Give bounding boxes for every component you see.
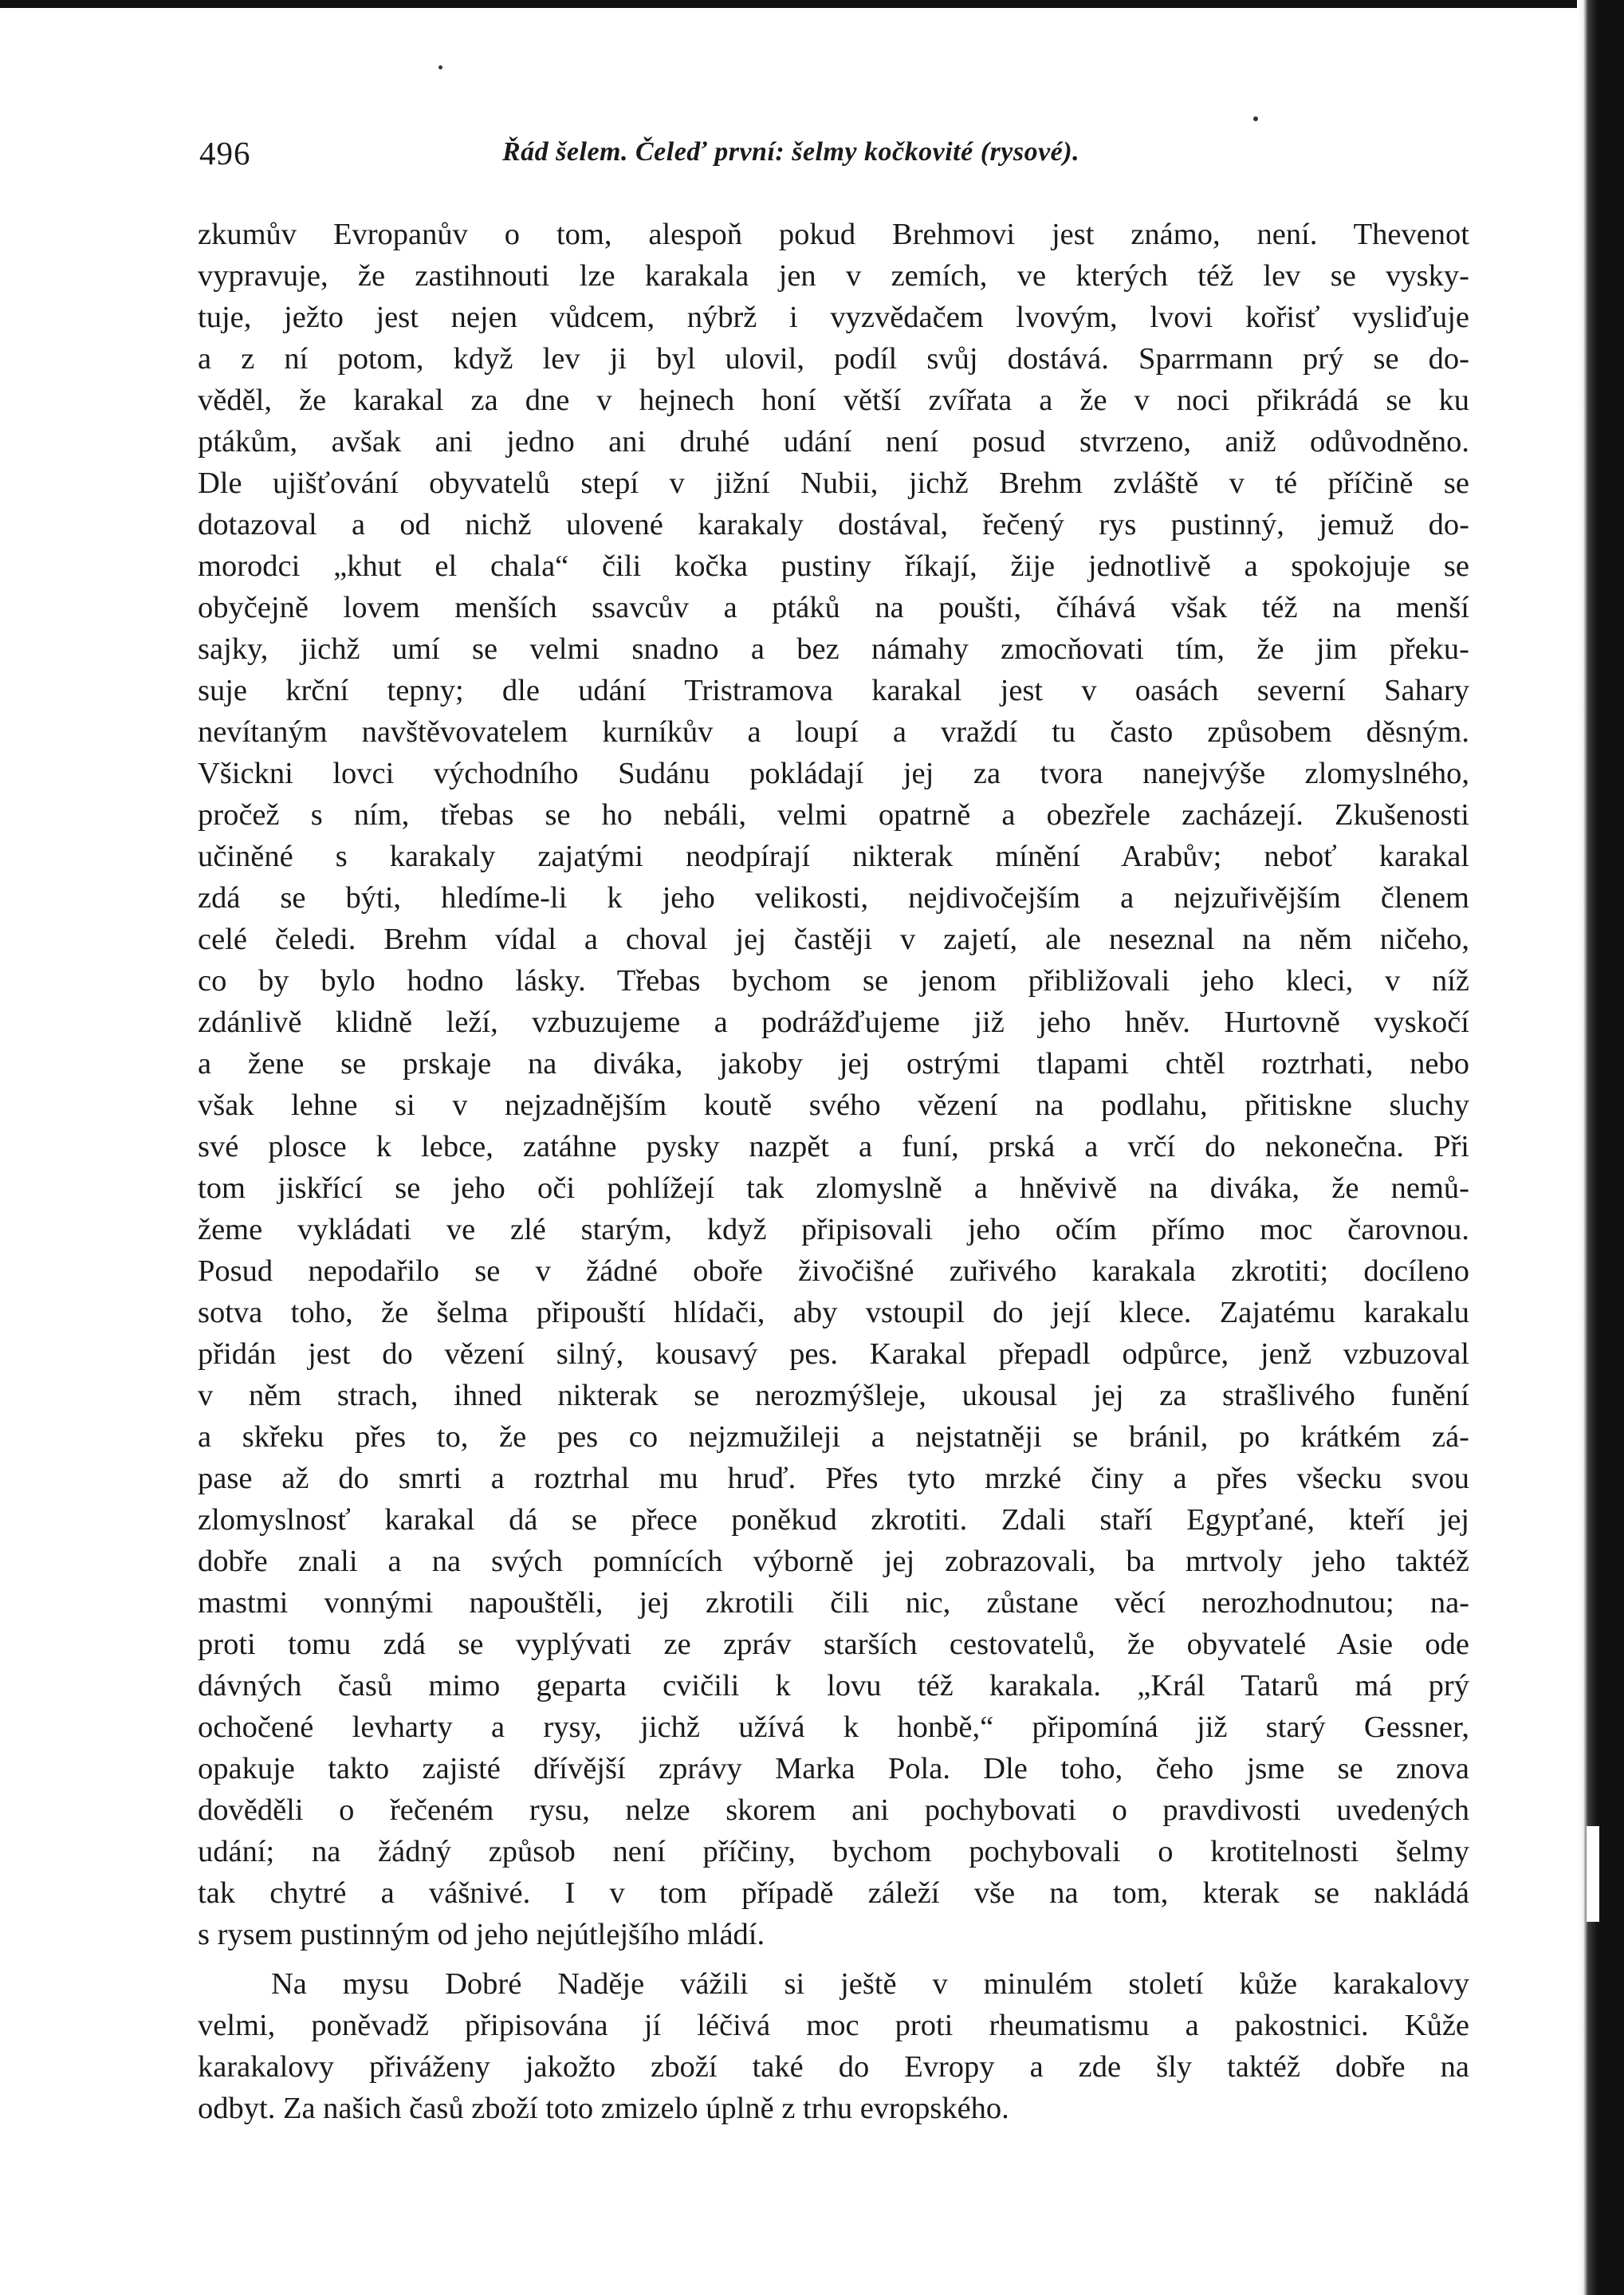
text-line: udání; na žádný způsob není příčiny, bychom pochybovali o krotitelnosti šelmy [198, 1835, 1469, 1868]
text-line: co by bylo hodno lásky. Třebas bychom se jenom přibližovali jeho kleci, v níž [198, 964, 1469, 998]
text-line: tak chytré a vášnivé. I v tom případě záleží vše na tom, kterak se nakládá [198, 1876, 1469, 1910]
body-text [198, 214, 1469, 2129]
text-line: a žene se prskaje na diváka, jakoby jej ostrými tlapami chtěl roztrhati, nebo [198, 1047, 1469, 1081]
text-line: své plosce k lebce, zatáhne pysky nazpět a funí, prská a vrčí do nekonečna. Při [198, 1130, 1469, 1163]
text-line: karakalovy přiváženy jakožto zboží také do Evropy a zde šly taktéž dobře na [198, 2050, 1469, 2084]
text-line: zdánlivě klidně leží, vzbuzujeme a podrážďujeme již jeho hněv. Hurtovně vyskočí [198, 1006, 1469, 1039]
text-line: ptákům, avšak ani jedno ani druhé udání není posud stvrzeno, aniž odůvodněno. [198, 425, 1469, 459]
text-line: pročež s ním, třebas se ho nebáli, velmi opatrně a obezřele zacházejí. Zkušenosti [198, 798, 1469, 832]
text-line: a z ní potom, když lev ji byl ulovil, podíl svůj dostává. Sparrmann prý se do- [198, 342, 1469, 376]
text-line: však lehne si v nejzadnějším koutě svého vězení na podlahu, přitiskne sluchy [198, 1088, 1469, 1122]
text-line: morodci „khut el chala“ čili kočka pustiny říkají, žije jednotlivě a spokojuje se [198, 549, 1469, 583]
text-line: zkumův Evropanův o tom, alespoň pokud Brehmovi jest známo, není. Thevenot [198, 218, 1469, 251]
text-line: proti tomu zdá se vyplývati ze zpráv starších cestovatelů, že obyvatelé Asie ode [198, 1628, 1469, 1661]
text-line: mastmi vonnými napouštěli, jej zkrotili čili nic, zůstane věcí nerozhodnutou; na- [198, 1586, 1469, 1620]
text-line: tom jiskřící se jeho oči pohlížejí tak zlomyslně a hněvivě na diváka, že nemů- [198, 1171, 1469, 1205]
text-line: Posud nepodařilo se v žádné oboře živočišné zuřivého karakala zkrotiti; docíleno [198, 1254, 1469, 1288]
text-line: sajky, jichž umí se velmi snadno a bez námahy zmocňovati tím, že jim překu- [198, 632, 1469, 666]
text-line: dobře znali a na svých pomnících výborně jej zobrazovali, ba mrtvoly jeho taktéž [198, 1545, 1469, 1578]
text-line: věděl, že karakal za dne v hejnech honí větší zvířata a že v noci přikrádá se ku [198, 384, 1469, 417]
text-line: suje krční tepny; dle udání Tristramova karakal jest v oasách severní Sahary [198, 674, 1469, 707]
scan-edge-gap [1587, 1826, 1599, 1922]
page-header [199, 134, 1475, 182]
text-line: Všickni lovci východního Sudánu pokládají jej za tvora nanejvýše zlomyslného, [198, 757, 1469, 790]
text-line: obyčejně lovem menších ssavcův a ptáků na poušti, číhává však též na menší [198, 591, 1469, 624]
text-line: přidán jest do vězení silný, kousavý pes. Karakal přepadl odpůrce, jenž vzbuzoval [198, 1337, 1469, 1371]
text-line: žeme vykládati ve zlé starým, když připisovali jeho očím přímo moc čarovnou. [198, 1213, 1469, 1246]
text-line: dávných časů mimo geparta cvičili k lovu též karakala. „Král Tatarů má prý [198, 1669, 1469, 1703]
running-title: Řád šelem. Čeleď první: šelmy kočkovité (rysové). [502, 137, 1080, 167]
scan-right-edge [1577, 0, 1624, 2295]
paragraph [198, 1963, 1469, 2129]
text-line: dotazoval a od nichž ulovené karakaly dostával, řečený rys pustinný, jemuž do- [198, 508, 1469, 541]
paragraph [198, 214, 1469, 1955]
text-line: Na mysu Dobré Naděje vážili si ještě v minulém století kůže karakalovy [271, 1967, 1469, 2001]
text-line: dověděli o řečeném rysu, nelze skorem ani pochybovati o pravdivosti uvedených [198, 1793, 1469, 1827]
text-line: celé čeledi. Brehm vídal a choval jej častěji v zajetí, ale neseznal na něm ničeho, [198, 923, 1469, 956]
text-line: vypravuje, že zastihnouti lze karakala jen v zemích, ve kterých též lev se vysky- [198, 259, 1469, 293]
text-line: odbyt. Za našich časů zboží toto zmizelo úplně z trhu evropského. [198, 2092, 1009, 2125]
text-line: s rysem pustinným od jeho nejútlejšího mládí. [198, 1918, 765, 1951]
text-line: nevítaným navštěvovatelem kurníkův a loupí a vraždí tu často způsobem děsným. [198, 715, 1469, 749]
text-line: sotva toho, že šelma připouští hlídači, aby vstoupil do její klece. Zajatému karakalu [198, 1296, 1469, 1329]
text-line: ochočené levharty a rysy, jichž užívá k honbě,“ připomíná již starý Gessner, [198, 1710, 1469, 1744]
page-number: 496 [199, 135, 251, 171]
text-line: učiněné s karakaly zajatými neodpírají nikterak mínění Arabův; neboť karakal [198, 840, 1469, 873]
scan-speck [438, 65, 442, 69]
text-line: tuje, ježto jest nejen vůdcem, nýbrž i vyzvědačem lvovým, lvovi kořisť vysliďuje [198, 301, 1469, 334]
text-line: zdá se býti, hledíme-li k jeho velikosti, nejdivočejším a nejzuřivějším členem [198, 881, 1469, 915]
text-line: opakuje takto zajisté dřívější zprávy Marka Pola. Dle toho, čeho jsme se znova [198, 1752, 1469, 1785]
text-line: v něm strach, ihned nikterak se nerozmýšleje, ukousal jej za strašlivého funění [198, 1379, 1469, 1412]
text-line: velmi, poněvadž připisována jí léčivá moc proti rheumatismu a pakostnici. Kůže [198, 2009, 1469, 2042]
text-line: Dle ujišťování obyvatelů stepí v jižní Nubii, jichž Brehm zvláště v té příčině se [198, 466, 1469, 500]
text-line: pase až do smrti a roztrhal mu hruď. Přes tyto mrzké činy a přes všecku svou [198, 1462, 1469, 1495]
scan-speck [1253, 116, 1258, 121]
text-line: zlomyslnosť karakal dá se přece poněkud zkrotiti. Zdali staří Egypťané, kteří jej [198, 1503, 1469, 1537]
text-line: a skřeku přes to, že pes co nejzmužileji a nejstatněji se bránil, po krátkém zá- [198, 1420, 1469, 1454]
scan-top-edge [0, 0, 1624, 8]
